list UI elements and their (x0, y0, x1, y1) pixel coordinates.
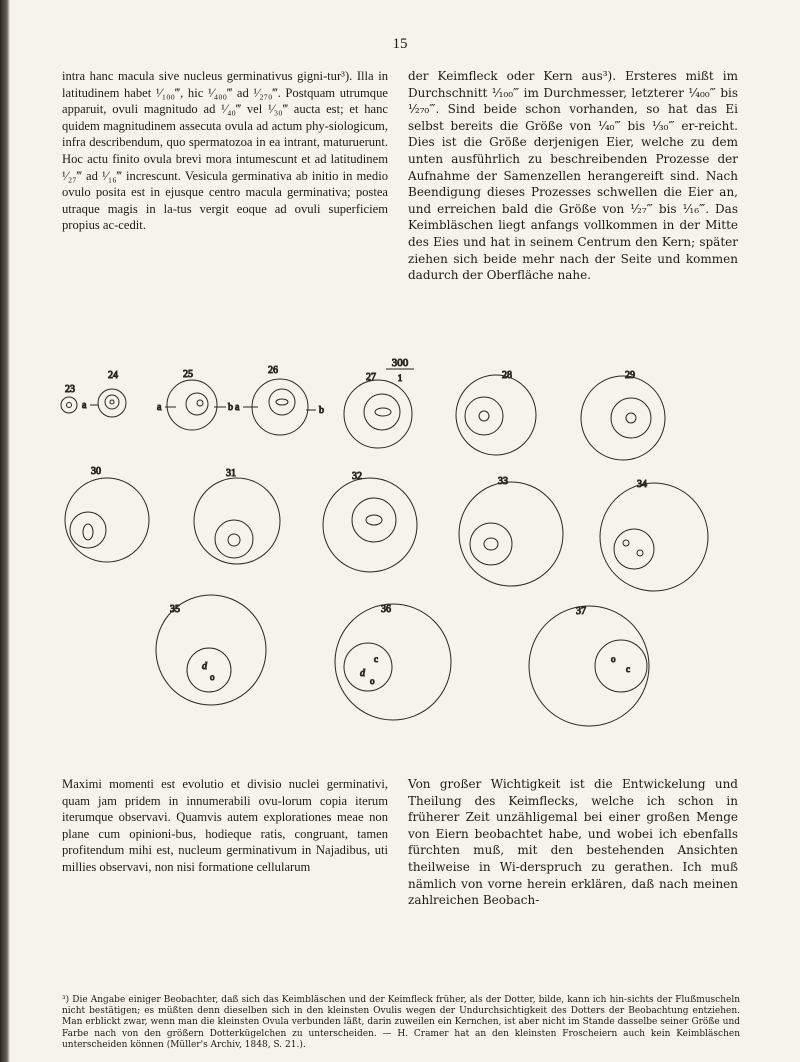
figure-26 (235, 365, 324, 435)
figure-37 (529, 606, 649, 726)
figure-23 (61, 384, 77, 413)
svg-text:1: 1 (397, 373, 403, 383)
svg-text:c: c (374, 654, 378, 664)
figure-36 (335, 604, 451, 720)
svg-text:a: a (82, 400, 87, 411)
svg-text:o: o (210, 672, 215, 682)
svg-text:a: a (157, 402, 162, 413)
svg-text:28: 28 (502, 370, 512, 381)
svg-text:27: 27 (366, 372, 376, 383)
svg-text:d: d (360, 668, 365, 679)
figure-32 (323, 471, 417, 572)
svg-text:b: b (319, 405, 324, 416)
svg-text:o: o (370, 676, 375, 686)
svg-text:35: 35 (170, 604, 180, 615)
figure-25 (157, 369, 233, 430)
svg-text:c: c (626, 664, 630, 674)
figure-35 (156, 595, 266, 705)
svg-text:31: 31 (226, 468, 236, 479)
svg-text:24: 24 (108, 370, 118, 381)
footnote: ³) Die Angabe einiger Beobachter, daß sich das Keimbläschen und der Keimfleck früher, als der Dotter, bilde, kann ich hin-sichts der Flußmuscheln nicht bestätigen; es müßten denn dieselben sich in den kleinsten Ovulis wegen der Undurchsichtigkeit des Dotters der Beobachtung entziehen. Man erblickt zwar, wenn man die kleinsten Ovula verbunden läßt, darin zuweilen ein Kernchen, ist aber nicht im Stande dasselbe seiner Größe und Farbe nach von den größern Dotterkügelchen zu unterscheiden. — H. Cramer hat an den kleinsten Froscheiern auch kein Keimbläschen unterscheiden können (Müller's Archiv, 1848, S. 21.). (62, 995, 740, 1050)
german-paragraph-top: der Keimfleck oder Kern aus³). Ersteres mißt im Durchschnitt ¹⁄₁₀₀‴ im Durchmesser, letzterer ¹⁄₄₀₀‴ bis ¹⁄₂₇₀‴. Sind beide schon vorhanden, so hat das Ei selbst bereits die Größe von ¹⁄₄₀‴ bis ¹⁄₃₀‴ er-reicht. Dies ist die Größe derjenigen Eier, welche zu dem unten ausführlich zu beschreibenden Prozesse der Aufnahme der Samenzellen herangereift sind. Nach Beendigung dieses Prozesses schwellen die Eier an, und erreichen bald die Größe von ¹⁄₂₇‴ bis ¹⁄₁₆‴. Das Keimbläschen liegt anfangs vollkommen in der Mitte des Eies und hat in seinem Centrum den Kern; später ziehen sich beide mehr nach der Seite und kommen dadurch der Oberfläche nahe. (408, 69, 738, 283)
page-number: 15 (392, 36, 408, 52)
svg-text:o: o (611, 654, 616, 664)
svg-text:23: 23 (65, 384, 75, 395)
svg-text:a: a (235, 402, 240, 413)
latin-paragraph-top: intra hanc macula sive nucleus germinativus gigni-tur³). Illa in latitudinem habet ¹⁄₁₀₀‴, hic ¹⁄₄₀₀‴ ad ¹⁄₂₇₀‴. Postquam utrumque apparuit, ovuli magnitudo ad ¹⁄₄₀‴ vel ¹⁄₃₀‴ aucta est; et hanc quidem magnitudinem assecuta ovula ad actum phy-siologicum, infra describendum, quo spermatozoa in ea intrant, maturuerunt. Hoc actu finito ovula brevi mora intumescunt et ad latitudinem ¹⁄₂₇‴ ad ¹⁄₁₆‴ increscunt. Vesicula germinativa ab initio in medio ovulo posita est in ejusque centro macula germinativa; postea utraque magis in la-tus vergit eoque ad ovuli superficiem propius ac-cedit. (62, 69, 388, 233)
german-paragraph-middle: Von großer Wichtigkeit ist die Entwickelung und Theilung des Keimflecks, welche ich schon in früherer Zeit unzähligemal bei einer großen Menge von Eiern beobachtet habe, und wobei ich ebenfalls fürchten muß, mit den bestehenden Ansichten theilweise in Wi-derspruch zu gerathen. Ich muß nämlich von vorne herein erklären, daß nach meinen zahlreichen Beobach- (408, 777, 738, 908)
figure-33 (459, 476, 563, 586)
figure-24 (82, 370, 126, 417)
svg-text:300: 300 (391, 357, 409, 369)
figure-27 (344, 372, 412, 448)
figure-30 (65, 466, 149, 562)
latin-paragraph-middle: Maximi momenti est evolutio et divisio nuclei germinativi, quam jam pridem in innumerabili ovu-lorum copia iterum iterumque observavi. Quamvis autem explorationes meae non plane cum opinioni-bus, hodieque ratis, congruant, tamen profitendum mihi est, nucleum germinativum in Najadibus, uti millies observavi, non nisi formatione cellularum (62, 777, 388, 874)
svg-text:b: b (228, 402, 233, 413)
svg-text:37: 37 (576, 606, 586, 617)
svg-text:34: 34 (637, 479, 647, 490)
svg-text:25: 25 (183, 369, 193, 380)
svg-text:33: 33 (498, 476, 508, 487)
figure-28 (456, 370, 536, 455)
figure-29 (581, 370, 665, 460)
figure-34 (600, 479, 708, 591)
svg-text:d: d (202, 661, 207, 672)
svg-text:26: 26 (268, 365, 278, 376)
svg-text:32: 32 (352, 471, 362, 482)
scale-bar (386, 357, 414, 383)
figure-31 (194, 468, 280, 564)
svg-text:29: 29 (625, 370, 635, 381)
svg-text:36: 36 (381, 604, 391, 615)
svg-text:30: 30 (91, 466, 101, 477)
